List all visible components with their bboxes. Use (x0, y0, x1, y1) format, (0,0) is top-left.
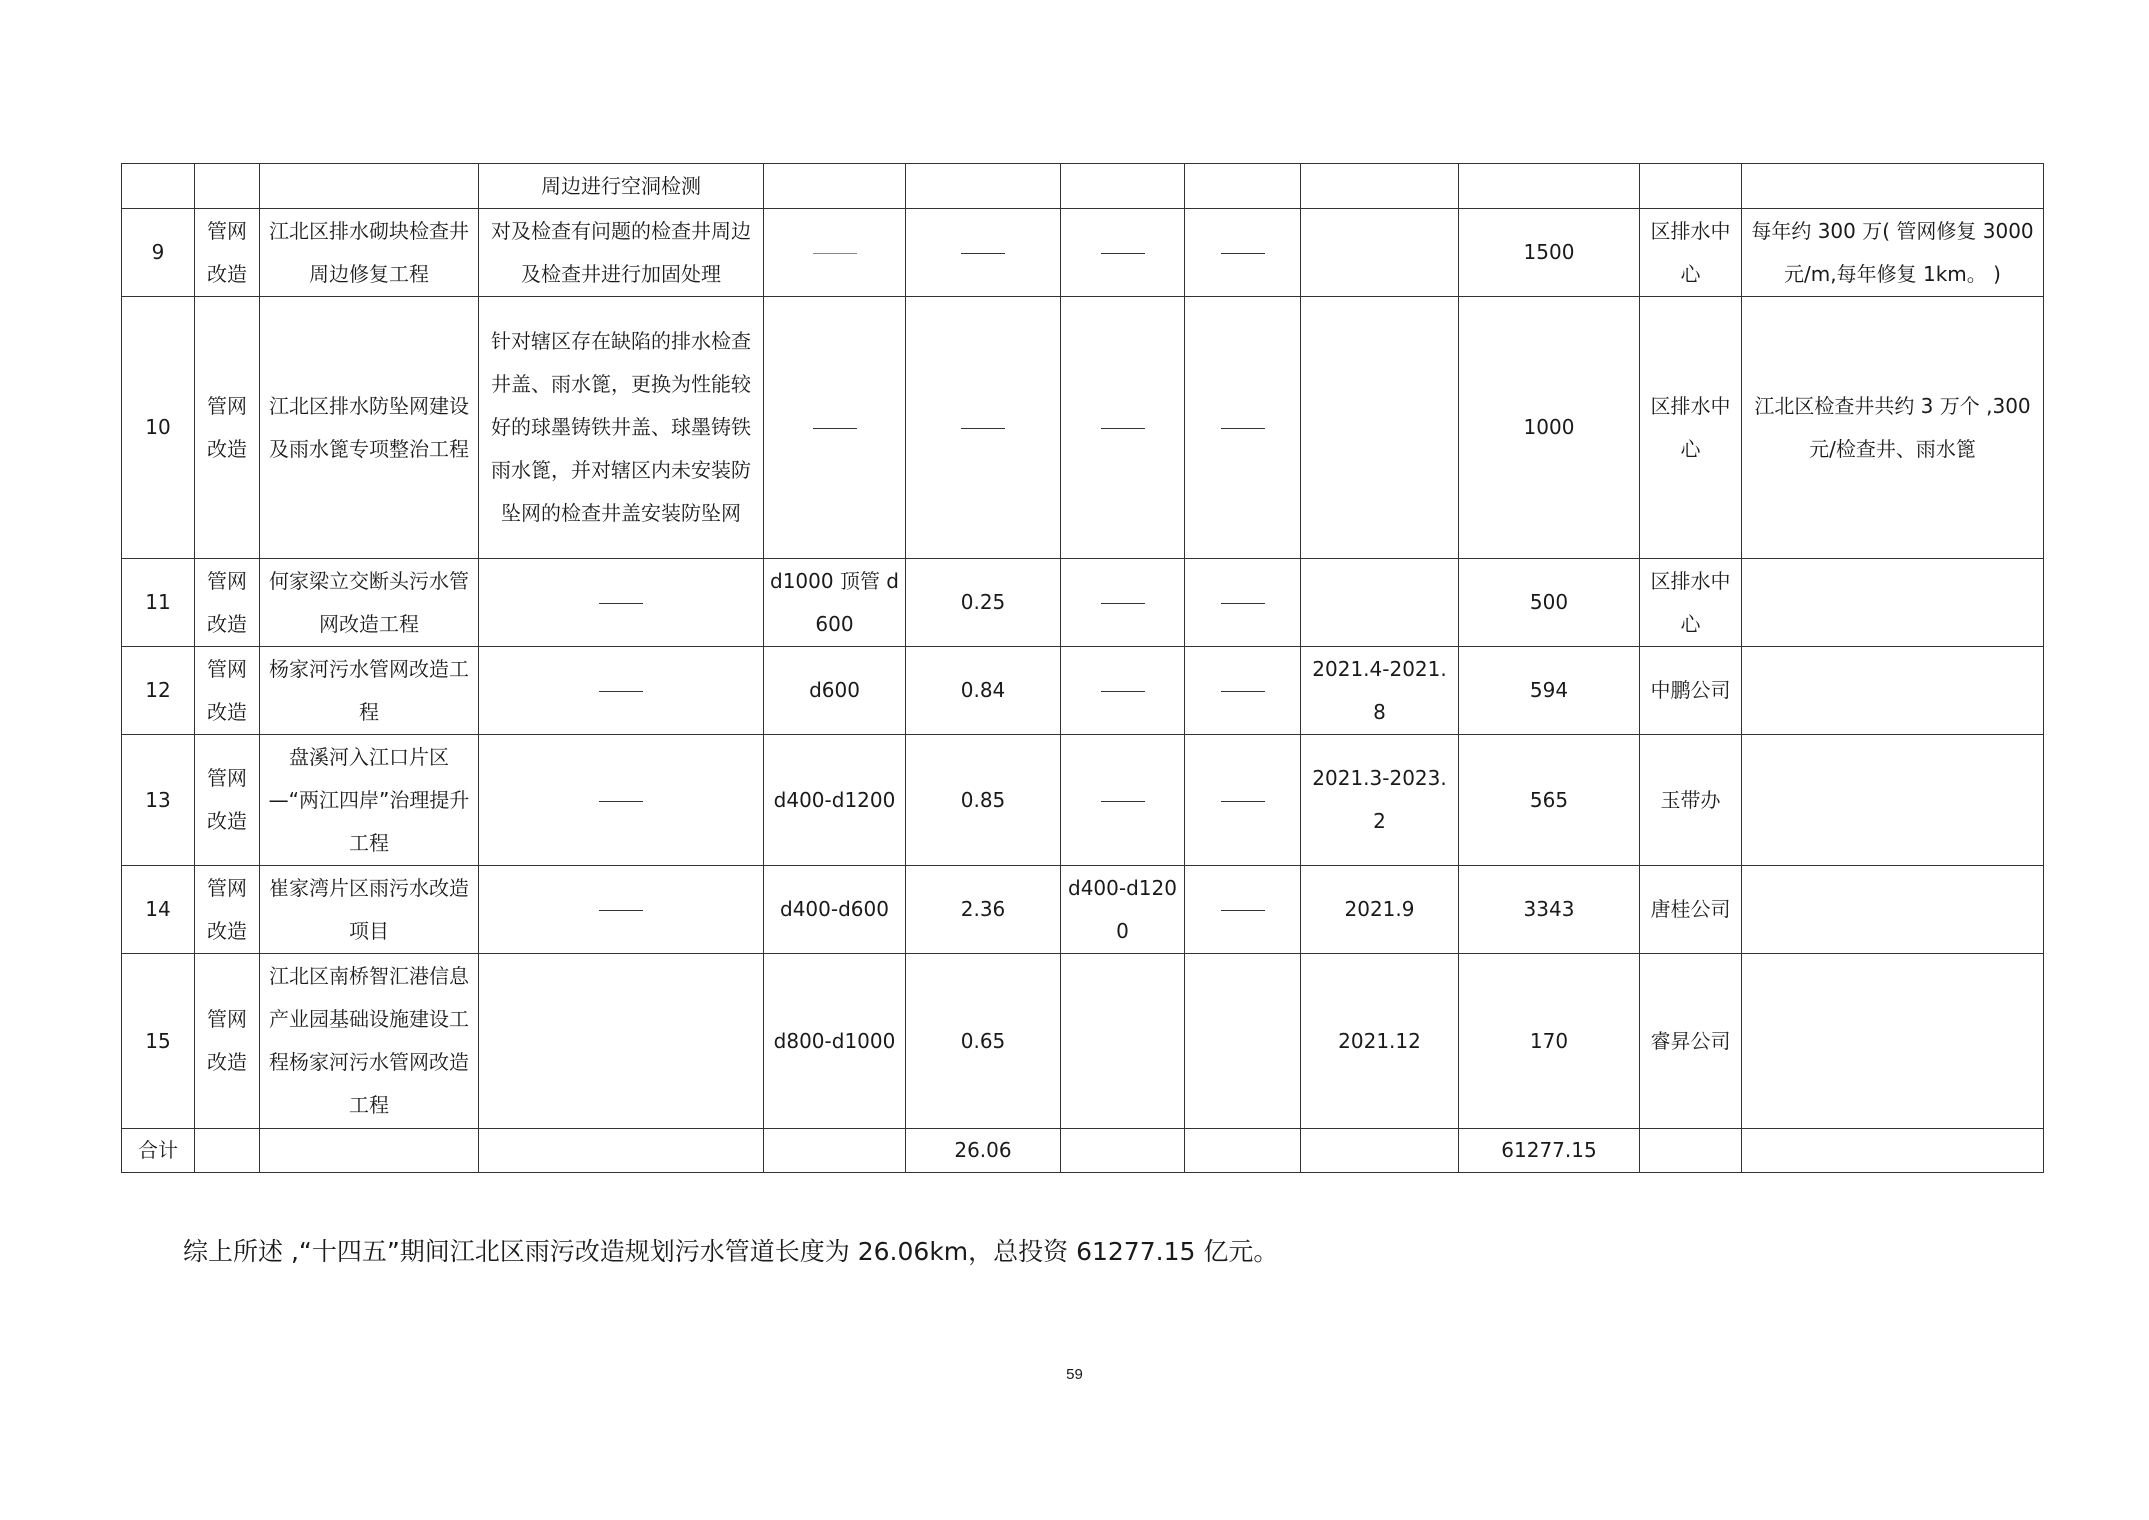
cell-col7: d400-d1200 (1061, 866, 1185, 954)
cell-total-label: 合计 (122, 1129, 195, 1173)
table-row-9 (122, 209, 2044, 297)
dash-mark (813, 428, 857, 429)
dash-mark (1101, 801, 1145, 802)
cell-category: 管网改造 (195, 954, 260, 1129)
cell-remark: 每年约 300 万( 管网修复 3000 元/m,每年修复 1km。 ) (1742, 209, 2044, 297)
cell-no: 9 (122, 209, 195, 297)
dash-mark (1221, 910, 1265, 911)
cell-remark (1742, 866, 2044, 954)
cell-unit: 中鹏公司 (1640, 647, 1742, 735)
page-number: 59 (1066, 1366, 1083, 1383)
cell-unit (1640, 164, 1742, 209)
cell-content: 针对辖区存在缺陷的排水检查井盖、雨水篦，更换为性能较好的球墨铸铁井盖、球墨铸铁雨水篦，并对辖区内未安装防坠网的检查井盖安装防坠网 (479, 297, 764, 559)
dash-mark (961, 428, 1005, 429)
cell-period (1301, 297, 1459, 559)
dash-mark (1101, 691, 1145, 692)
cell-investment: 3343 (1459, 866, 1640, 954)
cell-investment: 1500 (1459, 209, 1640, 297)
cell-col8 (1185, 297, 1301, 559)
cell-unit: 睿昇公司 (1640, 954, 1742, 1129)
cell-col8 (1185, 209, 1301, 297)
cell-content (479, 1129, 764, 1173)
cell-name: 江北区南桥智汇港信息产业园基础设施建设工程杨家河污水管网改造工程 (260, 954, 479, 1129)
cell-category: 管网改造 (195, 866, 260, 954)
cell-no: 12 (122, 647, 195, 735)
cell-col7 (1061, 297, 1185, 559)
cell-category: 管网改造 (195, 559, 260, 647)
cell-category: 管网改造 (195, 209, 260, 297)
cell-col7 (1061, 1129, 1185, 1173)
cell-period (1301, 559, 1459, 647)
cell-content (479, 735, 764, 866)
cell-col7 (1061, 954, 1185, 1129)
cell-no (122, 164, 195, 209)
cell-investment: 1000 (1459, 297, 1640, 559)
table-row-15 (122, 954, 2044, 1129)
cell-col5: d400-d1200 (764, 735, 906, 866)
cell-no: 11 (122, 559, 195, 647)
cell-name (260, 1129, 479, 1173)
dash-mark (1221, 691, 1265, 692)
cell-total-investment: 61277.15 (1459, 1129, 1640, 1173)
cell-col8 (1185, 559, 1301, 647)
cell-col8 (1185, 866, 1301, 954)
cell-investment: 500 (1459, 559, 1640, 647)
cell-remark: 江北区检查井共约 3 万个 ,300 元/检查井、雨水篦 (1742, 297, 2044, 559)
cell-name: 江北区排水防坠网建设及雨水篦专项整治工程 (260, 297, 479, 559)
cell-col6: 0.65 (906, 954, 1061, 1129)
cell-period: 2021.3-2023.2 (1301, 735, 1459, 866)
dash-mark (1101, 253, 1145, 254)
cell-col6 (906, 297, 1061, 559)
cell-content: 周边进行空洞检测 (479, 164, 764, 209)
dash-mark (1221, 801, 1265, 802)
cell-remark (1742, 647, 2044, 735)
dash-mark (813, 253, 857, 254)
cell-category (195, 1129, 260, 1173)
cell-name: 盘溪河入江口片区—“两江四岸”治理提升工程 (260, 735, 479, 866)
cell-category: 管网改造 (195, 735, 260, 866)
cell-col8 (1185, 647, 1301, 735)
cell-col5 (764, 209, 906, 297)
cell-col5: d800-d1000 (764, 954, 906, 1129)
cell-name: 江北区排水砌块检查井周边修复工程 (260, 209, 479, 297)
cell-name: 崔家湾片区雨污水改造项目 (260, 866, 479, 954)
cell-unit (1640, 1129, 1742, 1173)
cell-investment: 565 (1459, 735, 1640, 866)
cell-unit: 区排水中心 (1640, 209, 1742, 297)
cell-unit: 唐桂公司 (1640, 866, 1742, 954)
cell-name (260, 164, 479, 209)
cell-col8 (1185, 164, 1301, 209)
cell-investment (1459, 164, 1640, 209)
cell-col6 (906, 164, 1061, 209)
cell-col8 (1185, 954, 1301, 1129)
cell-remark (1742, 735, 2044, 866)
cell-period: 2021.9 (1301, 866, 1459, 954)
cell-category: 管网改造 (195, 297, 260, 559)
cell-remark (1742, 954, 2044, 1129)
dash-mark (599, 603, 643, 604)
dash-mark (1101, 428, 1145, 429)
cell-col5 (764, 297, 906, 559)
cell-no: 13 (122, 735, 195, 866)
cell-no: 10 (122, 297, 195, 559)
table-row-13 (122, 735, 2044, 866)
dash-mark (599, 801, 643, 802)
dash-mark (1221, 253, 1265, 254)
cell-col5: d1000 顶管 d600 (764, 559, 906, 647)
cell-no: 14 (122, 866, 195, 954)
cell-col6: 0.85 (906, 735, 1061, 866)
cell-content (479, 647, 764, 735)
dash-mark (961, 253, 1005, 254)
cell-col6: 0.25 (906, 559, 1061, 647)
cell-name: 何家梁立交断头污水管网改造工程 (260, 559, 479, 647)
cell-col6 (906, 209, 1061, 297)
cell-col5: d600 (764, 647, 906, 735)
cell-col7 (1061, 735, 1185, 866)
cell-col6: 2.36 (906, 866, 1061, 954)
dash-mark (1101, 603, 1145, 604)
cell-col8 (1185, 1129, 1301, 1173)
cell-col6: 0.84 (906, 647, 1061, 735)
cell-period: 2021.12 (1301, 954, 1459, 1129)
cell-content (479, 559, 764, 647)
cell-col7 (1061, 559, 1185, 647)
cell-col8 (1185, 735, 1301, 866)
table-row-continuation (122, 164, 2044, 209)
cell-col7 (1061, 647, 1185, 735)
dash-mark (599, 910, 643, 911)
cell-col7 (1061, 164, 1185, 209)
project-table-container (121, 163, 2043, 1173)
cell-period (1301, 209, 1459, 297)
table-row-14 (122, 866, 2044, 954)
cell-content (479, 866, 764, 954)
cell-remark (1742, 559, 2044, 647)
summary-paragraph: 综上所述 ,“十四五”期间江北区雨污改造规划污水管道长度为 26.06km，总投资 61277.15 亿元。 (183, 1237, 1279, 1266)
cell-unit: 区排水中心 (1640, 559, 1742, 647)
cell-remark (1742, 1129, 2044, 1173)
cell-content: 对及检查有问题的检查井周边及检查井进行加固处理 (479, 209, 764, 297)
table-row-12 (122, 647, 2044, 735)
dash-mark (1221, 428, 1265, 429)
dash-mark (1221, 603, 1265, 604)
cell-col7 (1061, 209, 1185, 297)
table-row-11 (122, 559, 2044, 647)
cell-remark (1742, 164, 2044, 209)
table-row-total (122, 1129, 2044, 1173)
cell-total-length: 26.06 (906, 1129, 1061, 1173)
cell-category (195, 164, 260, 209)
cell-unit: 玉带办 (1640, 735, 1742, 866)
project-table (121, 163, 2044, 1173)
cell-period (1301, 164, 1459, 209)
table-row-10 (122, 297, 2044, 559)
cell-no: 15 (122, 954, 195, 1129)
cell-investment: 594 (1459, 647, 1640, 735)
cell-category: 管网改造 (195, 647, 260, 735)
cell-col5 (764, 1129, 906, 1173)
cell-name: 杨家河污水管网改造工程 (260, 647, 479, 735)
cell-content (479, 954, 764, 1129)
cell-investment: 170 (1459, 954, 1640, 1129)
cell-period (1301, 1129, 1459, 1173)
cell-unit: 区排水中心 (1640, 297, 1742, 559)
cell-period: 2021.4-2021.8 (1301, 647, 1459, 735)
cell-col5 (764, 164, 906, 209)
dash-mark (599, 691, 643, 692)
cell-col5: d400-d600 (764, 866, 906, 954)
